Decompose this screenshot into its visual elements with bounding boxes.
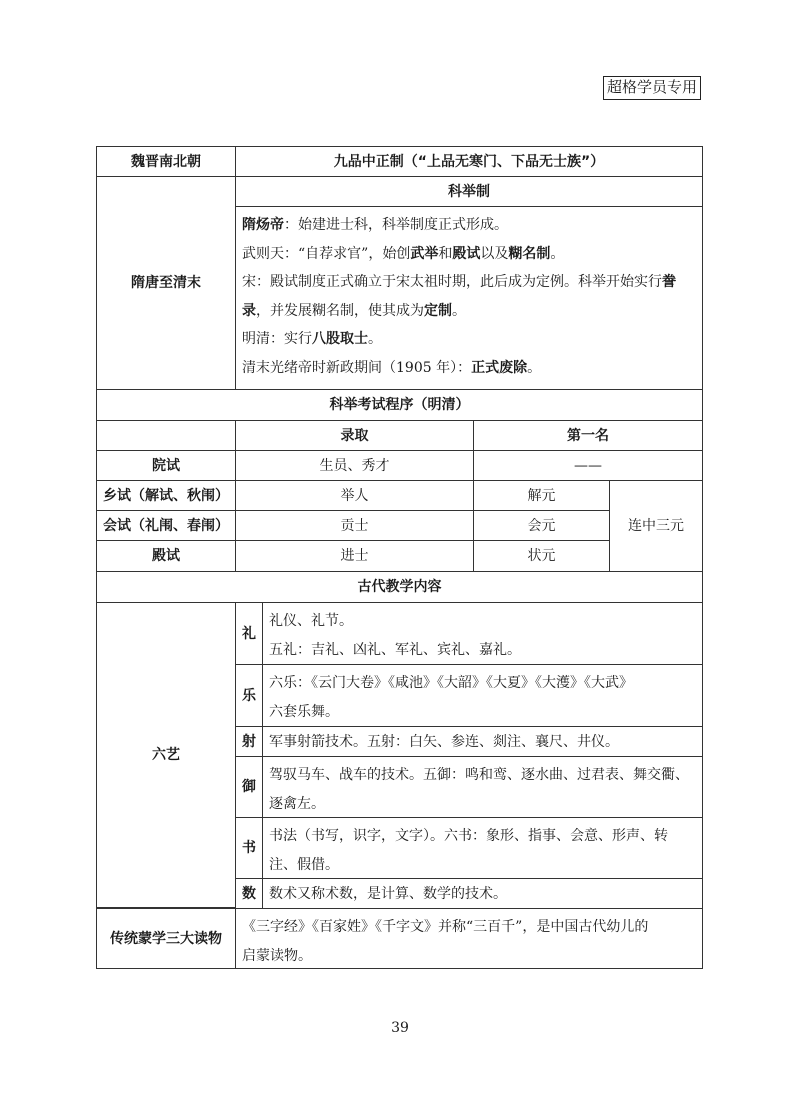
art-desc-line: 书法（书写，识字，文字）。六书：象形、指事、会意、形声、转	[269, 828, 668, 844]
keju-line-5: 明清：实行八股取士。	[242, 331, 382, 347]
exam-header-luqu: 录取	[235, 420, 474, 451]
exam-row-diyi: 会元	[473, 510, 610, 541]
liuyi-label: 六艺	[96, 602, 236, 908]
art-desc-line: 驾驭马车、战车的技术。五御：鸣和鸾、逐水曲、过君表、舞交衢、	[269, 767, 689, 783]
keju-line-3: 宋：殿试制度正式确立于宋太祖时期，此后成为定例。科举开始实行誊	[242, 274, 676, 290]
art-desc-line: 数术又称术数，是计算、数学的技术。	[269, 885, 507, 902]
exam-row-diyi: ——	[473, 450, 703, 481]
art-char-shu: 书	[235, 817, 263, 879]
badge: 超格学员专用	[603, 76, 701, 100]
exam-row-luqu: 举人	[235, 480, 474, 511]
art-char-yue: 乐	[235, 664, 263, 727]
period-weijin: 魏晋南北朝	[96, 146, 236, 177]
exam-row-luqu: 生员、秀才	[235, 450, 474, 481]
art-desc-line: 六套乐舞。	[269, 703, 339, 720]
keju-line-1: 隋炀帝：始建进士科，科举制度正式形成。	[242, 217, 508, 233]
art-desc-line: 注、假借。	[269, 856, 339, 873]
art-char-li: 礼	[235, 602, 263, 665]
keju-line-6: 清末光绪帝时新政期间（1905 年）：正式废除。	[242, 359, 542, 376]
keju-line-4: 录，并发展糊名制，使其成为定制。	[242, 302, 466, 319]
keju-content	[235, 206, 703, 390]
exam-title: 科举考试程序（明清）	[96, 389, 703, 421]
exam-row-diyi: 解元	[473, 480, 610, 511]
mengxue-line: 《三字经》《百家姓》《千字文》并称“三百千”，是中国古代幼儿的	[242, 919, 649, 935]
art-char-she: 射	[235, 726, 263, 757]
exam-row-luqu: 进士	[235, 540, 474, 572]
keju-line-2: 武则天：“自荐求官”，始创武举和殿试以及糊名制。	[242, 245, 565, 262]
exam-header-diyi: 第一名	[473, 420, 703, 451]
period-suitang: 隋唐至清末	[96, 176, 236, 390]
system-jiupin: 九品中正制（“上品无寒门、下品无士族”）	[235, 146, 703, 177]
exam-row-name: 会试（礼闱、春闱）	[96, 510, 236, 541]
history-table	[96, 146, 703, 969]
art-char-yu: 御	[235, 756, 263, 818]
art-desc-yu	[262, 756, 703, 818]
art-desc-line: 逐禽左。	[269, 795, 325, 812]
art-desc-line: 六乐：《云门大卷》《咸池》《大韶》《大夏》《大濩》《大武》	[269, 675, 633, 691]
mengxue-line: 启蒙读物。	[242, 947, 312, 964]
art-desc-line: 军事射箭技术。五射：白矢、参连、剡注、襄尺、井仪。	[269, 733, 619, 750]
exam-row-name: 院试	[96, 450, 236, 481]
art-desc-line: 礼仪、礼节。	[269, 613, 353, 629]
keju-heading: 科举制	[235, 176, 703, 207]
art-desc-shu	[262, 817, 703, 879]
art-desc-yue	[262, 664, 703, 727]
exam-row-name: 殿试	[96, 540, 236, 572]
art-desc-shu2	[262, 878, 703, 909]
mengxue-label: 传统蒙学三大读物	[96, 908, 236, 969]
art-char-shu2: 数	[235, 878, 263, 909]
art-desc-li	[262, 602, 703, 665]
teaching-title: 古代教学内容	[96, 571, 703, 603]
mengxue-desc	[235, 908, 703, 969]
page-number: 39	[391, 1020, 409, 1036]
exam-header-blank	[96, 420, 236, 451]
exam-row-diyi: 状元	[473, 540, 610, 572]
exam-row-luqu: 贡士	[235, 510, 474, 541]
lianzhong-sanyuan: 连中三元	[609, 480, 703, 572]
exam-row-name: 乡试（解试、秋闱）	[96, 480, 236, 511]
art-desc-she	[262, 726, 703, 757]
art-desc-line: 五礼：吉礼、凶礼、军礼、宾礼、嘉礼。	[269, 641, 521, 658]
